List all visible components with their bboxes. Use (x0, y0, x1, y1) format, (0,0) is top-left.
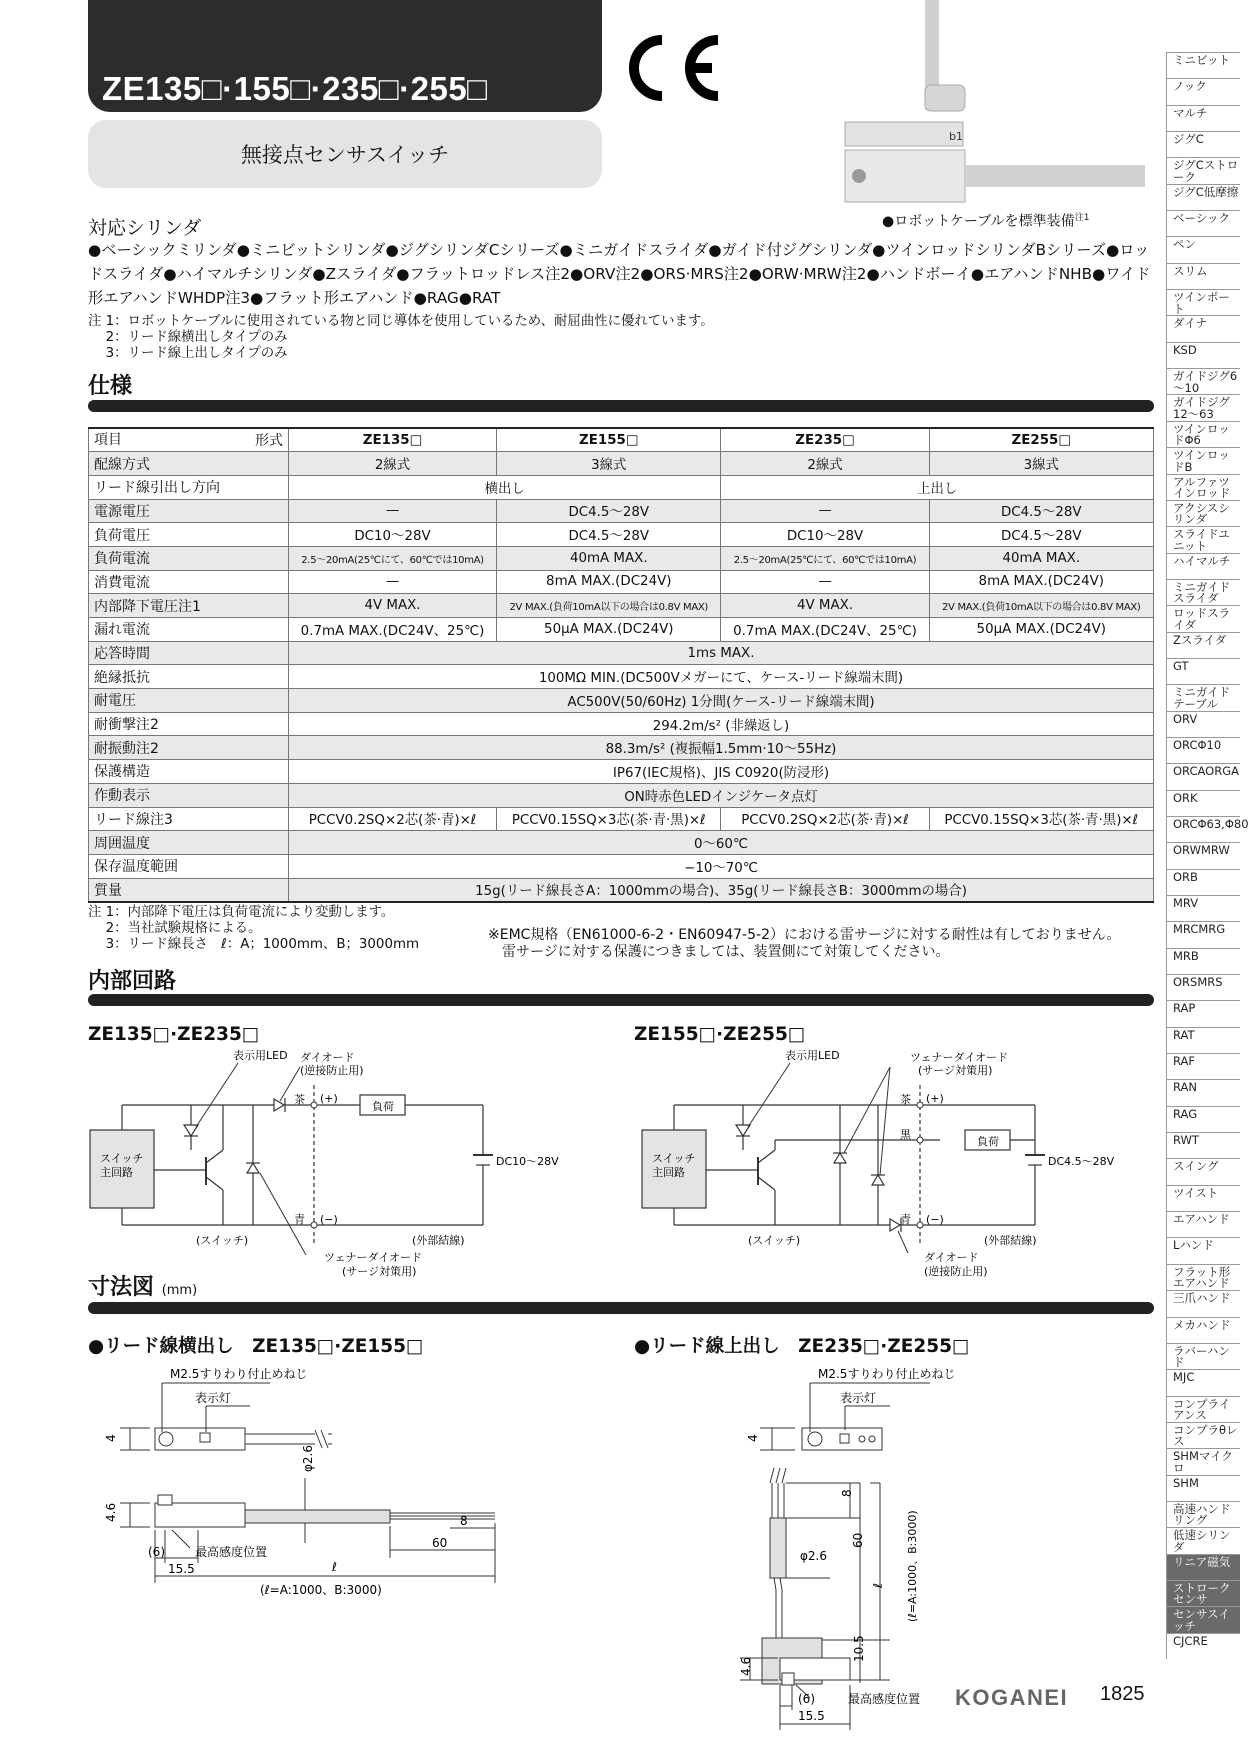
side-tab[interactable]: ミニガイドテーブル (1166, 684, 1240, 710)
spec-row-label: 配線方式 (89, 452, 289, 476)
cylinders-notes: 注 1：ロボットケーブルに使用されている物と同じ導体を使用しているため、耐屈曲性に優れています。 2：リード線横出しタイプのみ 3：リード線上出しタイプのみ (88, 314, 714, 361)
side-tab[interactable]: Zスライダ (1166, 632, 1240, 658)
svg-text:最高感度位置: 最高感度位置 (195, 1545, 268, 1559)
side-tab[interactable]: KSD (1166, 342, 1240, 368)
spec-cell: DC10～28V (289, 523, 497, 547)
svg-text:表示用LED: 表示用LED (233, 1049, 288, 1062)
section-divider (88, 994, 1154, 1006)
product-subtitle: 無接点センサスイッチ (88, 120, 602, 188)
side-tab[interactable]: RAP (1166, 1000, 1240, 1026)
spec-cell: 2線式 (721, 452, 929, 476)
side-tab[interactable]: ミニガイドスライダ (1166, 579, 1240, 605)
cylinders-list: ●ベーシックミリンダ●ミニビットシリンダ●ジグシリンダCシリーズ●ミニガイドスライダ●ガイド付ジグシリンダ●ツインロッドシリンダBシリーズ●ロッドスライダ●ハイマルチシリンダ●Zスライダ●フラットロッドレス注2●ORV注2●ORS·MRS注2●ORW·MRW注2●ハンドボーイ●エアハンドNHB●ワイド形エアハンドWHDP注3●フラット形エアハンド●RAG●RAT (88, 241, 1151, 307)
spec-cell: AC500V(50/60Hz) 1分間(ケース-リード線端末間) (289, 689, 1154, 713)
svg-text:DC10～28V: DC10～28V (496, 1155, 559, 1168)
svg-text:4.6: 4.6 (104, 1502, 118, 1522)
spec-cell: 2.5～20mA(25℃にて、60℃では10mA) (721, 546, 929, 570)
svg-text:(6): (6) (148, 1545, 165, 1559)
spec-cell: DC4.5～28V (497, 523, 721, 547)
spec-row-label: リード線注3 (89, 807, 289, 831)
spec-row (89, 736, 1154, 760)
side-tab[interactable]: MJC (1166, 1369, 1240, 1395)
svg-text:表示灯: 表示灯 (195, 1391, 232, 1405)
side-tab[interactable]: MRB (1166, 948, 1240, 974)
svg-text:(+): (+) (320, 1092, 338, 1105)
side-tab[interactable]: ORK (1166, 790, 1240, 816)
side-tab[interactable]: ガイドジグ6～10 (1166, 368, 1240, 394)
spec-cell: DC10～28V (721, 523, 929, 547)
side-tab[interactable]: CJCRE (1166, 1633, 1240, 1659)
side-tab[interactable]: MRV (1166, 895, 1240, 921)
side-tab[interactable]: メカハンド (1166, 1317, 1240, 1343)
spec-cell: 0.7mA MAX.(DC24V、25℃) (289, 618, 497, 642)
spec-table (88, 427, 1154, 903)
side-tab[interactable]: 三爪ハンド (1166, 1290, 1240, 1316)
side-tab[interactable]: ガイドジグ12～63 (1166, 394, 1240, 420)
svg-text:表示灯: 表示灯 (840, 1391, 877, 1405)
dim-right-title: ●リード線上出し ZE235□·ZE255□ (634, 1336, 970, 1357)
side-tab[interactable]: ジグCストローク (1166, 157, 1240, 183)
svg-text:10.5: 10.5 (852, 1635, 866, 1662)
page-number: 1825 (1100, 1683, 1145, 1705)
spec-cell: 上出し (721, 475, 1154, 499)
side-tab[interactable]: ORWMRW (1166, 842, 1240, 868)
spec-cell: — (289, 570, 497, 594)
side-tab[interactable]: ジグC低摩擦 (1166, 184, 1240, 210)
spec-row (89, 618, 1154, 642)
spec-cell: 50μA MAX.(DC24V) (929, 618, 1153, 642)
spec-row (89, 641, 1154, 665)
svg-text:スイッチ: スイッチ (100, 1152, 144, 1165)
side-tab[interactable]: ORCAORGA (1166, 763, 1240, 789)
spec-cell: 4V MAX. (289, 594, 497, 618)
title-block (88, 0, 602, 112)
svg-text:4: 4 (104, 1434, 118, 1442)
spec-model: ZE155□ (497, 428, 721, 452)
spec-row-label: 耐振動注2 (89, 736, 289, 760)
svg-text:60: 60 (432, 1536, 448, 1550)
spec-cell: 4V MAX. (721, 594, 929, 618)
spec-cell: 2V MAX.(負荷10mA以下の場合は0.8V MAX) (929, 594, 1153, 618)
spec-cell: 1ms MAX. (289, 641, 1154, 665)
side-tab[interactable]: RAN (1166, 1079, 1240, 1105)
spec-cell: −10～70℃ (289, 854, 1154, 878)
spec-cell: — (721, 499, 929, 523)
side-tab[interactable]: ORCΦ10 (1166, 737, 1240, 763)
spec-row (89, 452, 1154, 476)
dim-left-drawing (100, 1358, 530, 1618)
side-tab[interactable]: エアハンド (1166, 1211, 1240, 1237)
spec-row (89, 546, 1154, 570)
svg-text:8: 8 (460, 1514, 468, 1528)
spec-cell: 88.3m/s² (複振幅1.5mm·10～55Hz) (289, 736, 1154, 760)
spec-model: ZE235□ (721, 428, 929, 452)
spec-cell: 50μA MAX.(DC24V) (497, 618, 721, 642)
spec-cell: 294.2m/s² (非繰返し) (289, 712, 1154, 736)
svg-text:(外部結線): (外部結線) (984, 1234, 1037, 1247)
section-divider (88, 400, 1154, 412)
spec-cell: 3線式 (497, 452, 721, 476)
spec-row-label: 電源電圧 (89, 499, 289, 523)
spec-cell: 0.7mA MAX.(DC24V、25℃) (721, 618, 929, 642)
svg-text:(サージ対策用): (サージ対策用) (342, 1265, 417, 1278)
svg-text:青: 青 (900, 1213, 911, 1226)
side-tab[interactable]: Lハンド (1166, 1237, 1240, 1263)
spec-row-label: 周囲温度 (89, 831, 289, 855)
spec-cell: 100MΩ MIN.(DC500Vメガーにて、ケース-リード線端末間) (289, 665, 1154, 689)
spec-row (89, 878, 1154, 902)
svg-text:茶: 茶 (294, 1093, 305, 1106)
svg-text:(ℓ=A:1000、B:3000): (ℓ=A:1000、B:3000) (260, 1583, 382, 1597)
side-tab[interactable]: RWT (1166, 1132, 1240, 1158)
spec-heading: 仕様 (88, 374, 133, 399)
side-tab[interactable]: センサスイッチ (1166, 1606, 1240, 1632)
photo-caption: ●ロボットケーブルを標準装備$^{注1}$ (882, 213, 1090, 230)
side-tab[interactable]: コンプラθレス (1166, 1422, 1240, 1448)
svg-text:φ2.6: φ2.6 (800, 1549, 827, 1563)
dimensions-heading: 寸法図 (mm) (88, 1275, 198, 1300)
side-tab[interactable]: 低速シリンダ (1166, 1527, 1240, 1553)
circuit-heading: 内部回路 (88, 969, 177, 994)
spec-cell: 40mA MAX. (929, 546, 1153, 570)
spec-cell: 8mA MAX.(DC24V) (497, 570, 721, 594)
spec-row-label: 耐電圧 (89, 689, 289, 713)
spec-cell: IP67(IEC規格)、JIS C0920(防浸形) (289, 760, 1154, 784)
dim-right-drawing (740, 1358, 1000, 1738)
spec-row (89, 665, 1154, 689)
spec-row (89, 499, 1154, 523)
spec-row-label: 負荷電流 (89, 546, 289, 570)
side-tab[interactable]: ツインロッドB (1166, 447, 1240, 473)
spec-row (89, 594, 1154, 618)
spec-cell: 3線式 (929, 452, 1153, 476)
spec-cell: — (289, 499, 497, 523)
svg-text:(外部結線): (外部結線) (412, 1234, 465, 1247)
side-tab[interactable]: スライドユニット (1166, 526, 1240, 552)
ce-mark-icon (618, 28, 728, 108)
side-tab[interactable]: SHMマイクロ (1166, 1448, 1240, 1474)
spec-row (89, 523, 1154, 547)
spec-row (89, 831, 1154, 855)
svg-text:ダイオード: ダイオード (300, 1051, 355, 1064)
spec-notes: 注 1：内部降下電圧は負荷電流により変動します。 2：当社試験規格による。 3：リード線長さ ℓ：A；1000mm、B；3000mm (88, 905, 420, 952)
svg-text:b1: b1 (949, 130, 963, 143)
svg-text:表示用LED: 表示用LED (785, 1049, 840, 1062)
svg-text:(サージ対策用): (サージ対策用) (918, 1064, 993, 1077)
svg-text:青: 青 (294, 1213, 305, 1226)
spec-row-label: 絶縁抵抗 (89, 665, 289, 689)
svg-text:M2.5すりわり付止めねじ: M2.5すりわり付止めねじ (818, 1367, 956, 1381)
emc-note: ※EMC規格（EN61000-6-2・EN60947-5-2）における雷サージに対する耐性は有しておりません。 雷サージに対する保護につきましては、装置側にて対策してください。 (488, 927, 1121, 960)
spec-row (89, 854, 1154, 878)
side-tab[interactable]: アルファツインロッド (1166, 474, 1240, 500)
circuit-right-title: ZE155□·ZE255□ (634, 1024, 806, 1045)
side-tab[interactable]: ORB (1166, 869, 1240, 895)
spec-cell: DC4.5～28V (929, 523, 1153, 547)
svg-text:(逆接防止用): (逆接防止用) (924, 1265, 988, 1278)
spec-model: ZE135□ (289, 428, 497, 452)
spec-row-label: 保護構造 (89, 760, 289, 784)
spec-cell: DC4.5～28V (497, 499, 721, 523)
spec-cell: PCCV0.2SQ×2芯(茶·青)×ℓ (721, 807, 929, 831)
product-photo (845, 0, 1145, 215)
page-title: ZE135□·155□·235□·255□ (102, 70, 488, 107)
side-tab[interactable]: スリム (1166, 263, 1240, 289)
spec-model: ZE255□ (929, 428, 1153, 452)
side-tab[interactable]: フラット形エアハンド (1166, 1264, 1240, 1290)
svg-text:(逆接防止用): (逆接防止用) (300, 1064, 364, 1077)
section-divider (88, 1302, 1154, 1314)
svg-text:(−): (−) (320, 1213, 338, 1226)
side-tab[interactable]: ミニビット (1166, 52, 1240, 78)
spec-cell: 8mA MAX.(DC24V) (929, 570, 1153, 594)
svg-text:60: 60 (851, 1532, 865, 1548)
spec-cell: 40mA MAX. (497, 546, 721, 570)
side-tab[interactable]: 高速ハンドリング (1166, 1501, 1240, 1527)
spec-row (89, 475, 1154, 499)
spec-cell: PCCV0.15SQ×3芯(茶·青·黒)×ℓ (929, 807, 1153, 831)
spec-cell: PCCV0.2SQ×2芯(茶·青)×ℓ (289, 807, 497, 831)
dim-left-title: ●リード線横出し ZE135□·ZE155□ (88, 1336, 424, 1357)
spec-row (89, 689, 1154, 713)
svg-text:ℓ: ℓ (332, 1560, 337, 1574)
spec-row-label: 漏れ電流 (89, 618, 289, 642)
circuit-left-title: ZE135□·ZE235□ (88, 1024, 260, 1045)
spec-row-label: 作動表示 (89, 783, 289, 807)
side-index-tabs (1166, 52, 1249, 1659)
svg-text:(6): (6) (798, 1692, 815, 1706)
spec-header-item: 項目 形式 (89, 428, 289, 452)
spec-row-label: 消費電流 (89, 570, 289, 594)
circuit-left-diagram (88, 1045, 608, 1285)
side-tab[interactable]: スイング (1166, 1158, 1240, 1184)
side-tab[interactable]: ラバーハンド (1166, 1343, 1240, 1369)
side-tab[interactable]: RAT (1166, 1027, 1240, 1053)
side-tab[interactable]: RAG (1166, 1106, 1240, 1132)
svg-text:φ2.6: φ2.6 (301, 1445, 315, 1472)
svg-text:(スイッチ): (スイッチ) (748, 1234, 801, 1247)
side-tab[interactable]: コンプライアンス (1166, 1396, 1240, 1422)
cylinders-heading: 対応シリンダ (88, 217, 202, 239)
spec-cell: 0～60℃ (289, 831, 1154, 855)
svg-text:黒: 黒 (900, 1128, 911, 1141)
spec-row (89, 760, 1154, 784)
spec-row (89, 712, 1154, 736)
svg-text:ツェナーダイオード: ツェナーダイオード (910, 1051, 1009, 1064)
spec-row (89, 783, 1154, 807)
side-tab[interactable]: ノック (1166, 78, 1240, 104)
svg-text:最高感度位置: 最高感度位置 (848, 1692, 921, 1706)
spec-cell: DC4.5～28V (929, 499, 1153, 523)
spec-row-label: リード線引出し方向 (89, 475, 289, 499)
svg-text:ダイオード: ダイオード (924, 1251, 979, 1264)
svg-text:(スイッチ): (スイッチ) (196, 1234, 249, 1247)
spec-cell: 15g(リード線長さA：1000mmの場合)、35g(リード線長さB：3000mmの場合) (289, 878, 1154, 902)
side-tab[interactable]: ORV (1166, 711, 1240, 737)
svg-text:M2.5すりわり付止めねじ: M2.5すりわり付止めねじ (170, 1367, 308, 1381)
side-tab[interactable]: SHM (1166, 1475, 1240, 1501)
svg-text:15.5: 15.5 (798, 1709, 825, 1723)
spec-cell: 2V MAX.(負荷10mA以下の場合は0.8V MAX) (497, 594, 721, 618)
side-tab[interactable]: ハイマルチ (1166, 553, 1240, 579)
spec-row-label: 負荷電圧 (89, 523, 289, 547)
spec-cell: 横出し (289, 475, 721, 499)
side-tab[interactable]: ダイナ (1166, 315, 1240, 341)
side-tab[interactable]: ORSMRS (1166, 974, 1240, 1000)
spec-cell: ON時赤色LEDインジケータ点灯 (289, 783, 1154, 807)
side-tab[interactable]: RAF (1166, 1053, 1240, 1079)
svg-text:負荷: 負荷 (977, 1135, 999, 1148)
svg-text:主回路: 主回路 (652, 1166, 685, 1179)
spec-row (89, 570, 1154, 594)
spec-row-label: 耐衝撃注2 (89, 712, 289, 736)
side-tab[interactable]: ツイスト (1166, 1185, 1240, 1211)
brand-logo: KOGANEI (955, 1685, 1069, 1710)
side-tab[interactable]: ストロークセンサ (1166, 1580, 1240, 1606)
svg-text:主回路: 主回路 (100, 1166, 133, 1179)
spec-row-label: 応答時間 (89, 641, 289, 665)
spec-row-label: 内部降下電圧注1 (89, 594, 289, 618)
side-tab[interactable]: マルチ (1166, 105, 1240, 131)
svg-text:スイッチ: スイッチ (652, 1152, 696, 1165)
circuit-right-diagram (640, 1045, 1160, 1285)
svg-text:(ℓ=A:1000、B:3000): (ℓ=A:1000、B:3000) (906, 1510, 919, 1622)
side-tab[interactable]: リニア磁気 (1166, 1554, 1240, 1580)
spec-header-row (89, 428, 1154, 452)
svg-text:(+): (+) (926, 1092, 944, 1105)
spec-cell: 2.5～20mA(25℃にて、60℃では10mA) (289, 546, 497, 570)
svg-text:ℓ: ℓ (871, 1583, 885, 1588)
side-tab[interactable]: ツインロッドΦ6 (1166, 421, 1240, 447)
svg-text:4: 4 (746, 1434, 760, 1442)
spec-row (89, 807, 1154, 831)
spec-cell: PCCV0.15SQ×3芯(茶·青·黒)×ℓ (497, 807, 721, 831)
spec-cell: — (721, 570, 929, 594)
side-tab[interactable]: ジグC (1166, 131, 1240, 157)
svg-text:DC4.5～28V: DC4.5～28V (1048, 1155, 1115, 1168)
svg-text:茶: 茶 (900, 1093, 911, 1106)
svg-text:4.6: 4.6 (739, 1656, 753, 1676)
side-tab[interactable]: アクシスシリンダ (1166, 500, 1240, 526)
spec-cell: 2線式 (289, 452, 497, 476)
svg-text:ツェナーダイオード: ツェナーダイオード (324, 1251, 423, 1264)
svg-text:負荷: 負荷 (372, 1100, 394, 1113)
side-tab[interactable]: ペン (1166, 236, 1240, 262)
svg-text:8: 8 (840, 1489, 854, 1497)
side-tab[interactable]: ロッドスライダ (1166, 605, 1240, 631)
spec-row-label: 質量 (89, 878, 289, 902)
svg-text:(−): (−) (926, 1213, 944, 1226)
spec-row-label: 保存温度範囲 (89, 854, 289, 878)
side-tab[interactable]: GT (1166, 658, 1240, 684)
side-tab[interactable]: MRCMRG (1166, 921, 1240, 947)
svg-text:15.5: 15.5 (168, 1562, 195, 1576)
side-tab[interactable]: ORCΦ63,Φ80 (1166, 816, 1240, 842)
side-tab[interactable]: ツインポート (1166, 289, 1240, 315)
side-tab[interactable]: ベーシック (1166, 210, 1240, 236)
